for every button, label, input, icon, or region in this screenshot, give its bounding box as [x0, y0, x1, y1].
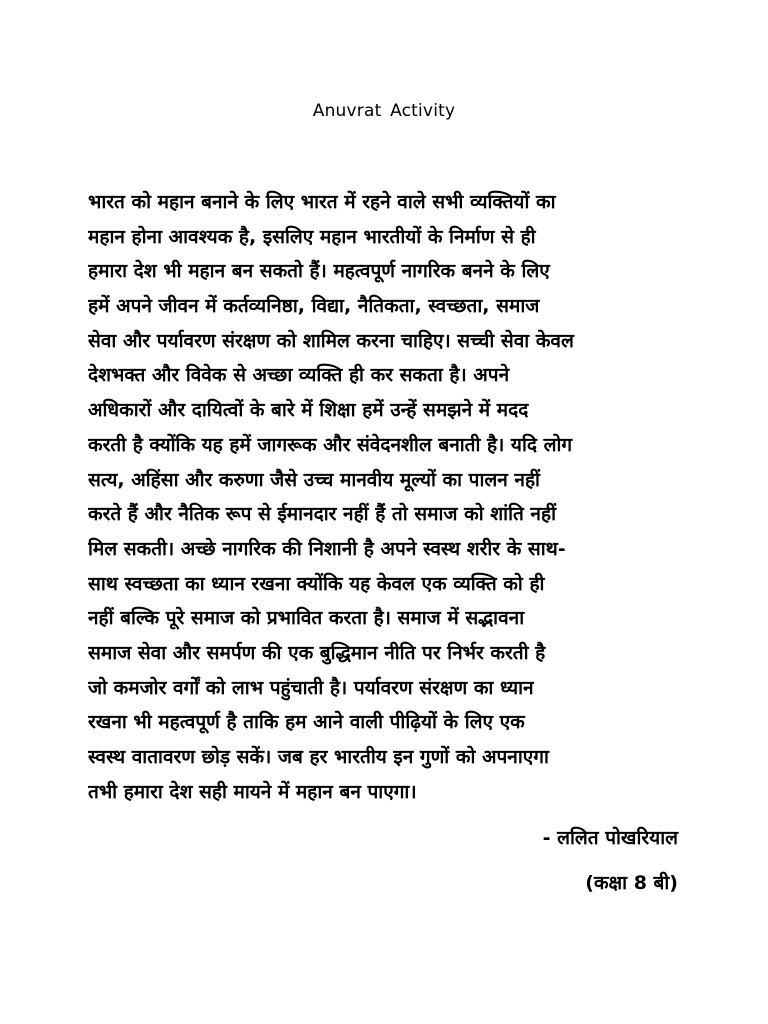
essay-line-8: करती है क्योंकि यह हमें जागरूक और संवेदनशील बनाती है। यदि लोग [88, 433, 573, 456]
essay-line-1: भारत को महान बनाने के लिए भारत में रहने वाले सभी व्यक्तियों का [88, 191, 556, 213]
essay-line-16: रखना भी महत्वपूर्ण है ताकि हम आने वाली पीढ़ियों के लिए एक [88, 711, 525, 734]
essay-line-9: सत्य, अहिंसा और करुणा जैसे उच्च मानवीय मूल्यों का पालन नहीं [88, 468, 540, 491]
essay-line-14: समाज सेवा और समर्पण की एक बुद्धिमान नीति पर निर्भर करती है [88, 641, 546, 664]
essay-line-3: हमारा देश भी महान बन सकताे हैं। महत्वपूर्ण नागरिक बनने के लिए [88, 260, 550, 283]
essay-body [88, 185, 708, 809]
class-info: (कक्षा 8 बी) [585, 872, 678, 894]
essay-line-15: जो कमजोर वर्गों को लाभ पहुंचाती है। पर्यावरण संरक्षण का ध्यान [88, 676, 534, 699]
essay-line-5: सेवा और पर्यावरण संरक्षण को शामिल करना चाहिए। सच्ची सेवा केवल [88, 329, 574, 352]
essay-line-11: मिल सकती। अच्छे नागरिक की निशानी है अपने स्वस्थ शरीर के साथ- [88, 537, 566, 560]
document-title: Anuvrat Activity [312, 101, 456, 121]
essay-line-6: देशभक्त और विवेक से अच्छा व्यक्ति ही कर सकता है। अपने [88, 364, 510, 387]
essay-line-10: करते हैं और नैतिक रूप से ईमानदार नहीं हैं तो समाज को शांति नहीं [88, 503, 556, 526]
essay-line-4: हमें अपने जीवन में कर्तव्यनिष्ठा, विद्या, नैतिकता, स्वच्छता, समाज [88, 295, 540, 318]
essay-line-17: स्वस्थ वातावरण छोड़ सकें। जब हर भारतीय इन गुणों को अपनाएगा [88, 746, 549, 768]
essay-line-18: तभी हमारा देश सही मायने में महान बन पाएगा। [88, 780, 417, 803]
essay-line-7: अधिकारों और दायित्वों के बारे में शिक्षा हमें उन्हें समझने में मदद [88, 399, 529, 422]
essay-line-12: साथ स्वच्छता का ध्यान रखना क्योंकि यह केवल एक व्यक्ति को ही [88, 572, 545, 595]
essay-line-2: महान होना आवश्यक है, इसलिए महान भारतीयों के निर्माण से ही [88, 225, 536, 248]
essay-line-13: नहीं बल्कि पूरे समाज को प्रभावित करता है। समाज में सद्भावना [88, 607, 525, 630]
author-signature: - ललित पोखरियाल [542, 827, 678, 849]
